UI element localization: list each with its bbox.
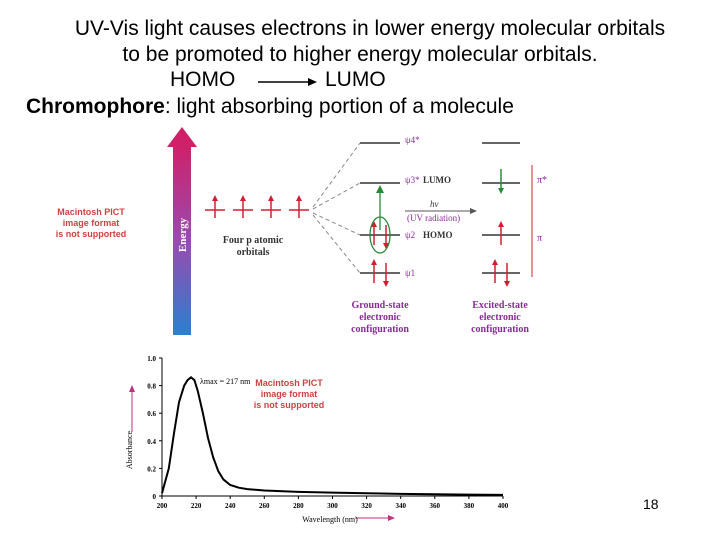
pict-line-2: image format xyxy=(260,389,318,399)
y-tick-label: 0.2 xyxy=(147,465,156,474)
lumo-label: LUMO xyxy=(325,68,386,91)
y-tick-label: 0 xyxy=(152,493,156,501)
x-tick-label: 300 xyxy=(327,502,338,510)
excited-levels xyxy=(482,143,520,273)
x-tick-label: 220 xyxy=(190,502,202,510)
chart-ylabel: Absorbance xyxy=(125,430,134,470)
chromophore-definition xyxy=(26,94,514,120)
pi-star-label: π* xyxy=(537,175,548,186)
pict-placeholder-left xyxy=(52,207,130,240)
mo-diagram xyxy=(165,125,555,340)
pi-label: π xyxy=(537,233,543,244)
psi4-label: ψ4* xyxy=(405,135,420,145)
mo-connectors xyxy=(313,143,360,273)
x-tick-label: 260 xyxy=(259,502,270,510)
page-number: 18 xyxy=(643,496,659,512)
chromophore-text: : light absorbing portion of a molecule xyxy=(164,95,514,118)
pict-line-1: Macintosh PICT xyxy=(57,207,125,217)
ground-state-label-3: configuration xyxy=(351,324,409,335)
heading-line-2: to be promoted to higher energy molecular orbitals. xyxy=(122,43,598,66)
x-tick-label: 320 xyxy=(361,502,372,510)
x-tick-label: 240 xyxy=(224,502,236,510)
x-tick-label: 280 xyxy=(293,502,304,510)
ground-state-label-1: Ground-state xyxy=(351,300,409,311)
absorbance-spectrum-chart xyxy=(120,350,520,525)
x-tick-label: 400 xyxy=(497,502,509,510)
x-tick-label: 340 xyxy=(395,502,406,510)
lambda-max-annotation: λmax = 217 nm xyxy=(200,377,251,386)
excited-state-label-1: Excited-state xyxy=(472,300,528,311)
xlabel-arrow-head xyxy=(388,515,395,521)
psi2-label: ψ2 xyxy=(405,230,416,240)
pict-line-2: image format xyxy=(62,218,120,228)
energy-axis-arrow xyxy=(167,127,197,335)
x-tick-label: 360 xyxy=(429,502,441,510)
homo-label: HOMO xyxy=(170,68,236,91)
y-tick-label: 1.0 xyxy=(147,355,156,363)
excited-state-label-3: configuration xyxy=(471,324,529,335)
four-p-label-2: orbitals xyxy=(236,247,270,258)
heading-line-1: UV-Vis light causes electrons in lower energy molecular orbitals xyxy=(74,17,666,40)
absorbance-curve xyxy=(162,377,503,495)
pict-placeholder-chart xyxy=(253,378,325,411)
ground-electrons xyxy=(374,225,386,283)
homo-lumo-line xyxy=(0,68,720,94)
psi3-label: ψ3* xyxy=(405,175,420,185)
y-tick-label: 0.4 xyxy=(147,437,156,446)
homo-diagram-label: HOMO xyxy=(423,230,453,240)
chart-xlabel: Wavelength (nm) xyxy=(302,515,358,524)
pict-line-1: Macintosh PICT xyxy=(255,378,323,388)
chromophore-term: Chromophore xyxy=(26,95,165,118)
four-p-label-1: Four p atomic xyxy=(222,235,284,246)
pict-line-3: is not supported xyxy=(253,400,325,410)
right-arrow-icon xyxy=(258,77,318,87)
ylabel-arrow-head xyxy=(129,385,135,392)
uv-radiation-label: (UV radiation) xyxy=(407,213,461,223)
y-tick-label: 0.6 xyxy=(147,410,156,419)
psi1-label: ψ1 xyxy=(405,268,416,278)
excited-state-label-2: electronic xyxy=(479,312,521,323)
pict-line-3: is not supported xyxy=(55,229,127,239)
y-tick-label: 0.8 xyxy=(147,382,156,391)
lumo-diagram-label: LUMO xyxy=(423,175,451,185)
energy-axis-label: Energy xyxy=(177,217,189,253)
ground-state-label-2: electronic xyxy=(359,312,401,323)
x-tick-label: 380 xyxy=(463,502,475,510)
p-orbitals-arrows xyxy=(205,198,309,218)
hv-label: hν xyxy=(430,199,439,209)
x-tick-label: 200 xyxy=(156,502,168,510)
